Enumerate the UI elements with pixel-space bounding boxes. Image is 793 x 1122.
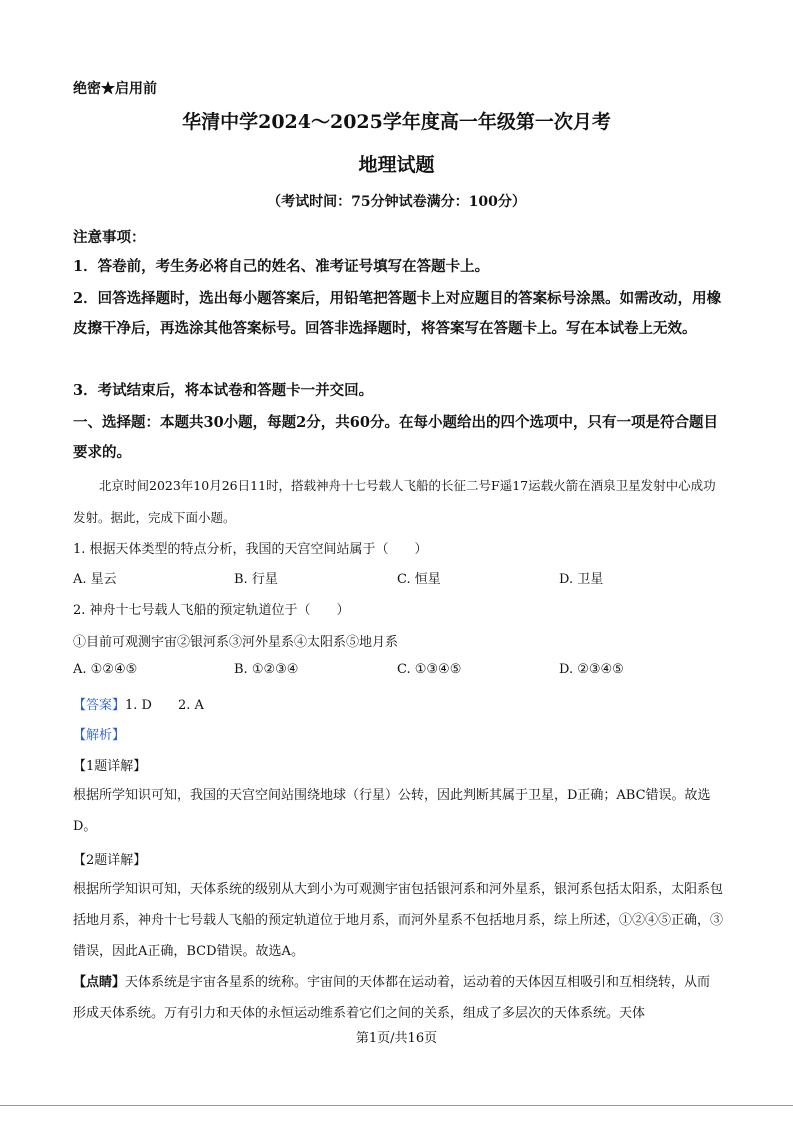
q1-option-a: A. 星云 <box>73 572 117 587</box>
exam-title: 华清中学2024～2025学年度高一年级第一次月考 <box>182 111 611 133</box>
exam-subtitle: 地理试题 <box>358 154 435 176</box>
q2-option-a: A. ①②④⑤ <box>73 662 138 677</box>
q1-option-b: B. 行星 <box>234 572 278 587</box>
secret-label: 绝密★启用前 <box>73 81 157 97</box>
question-2-stem: 2. 神舟十七号载人飞船的预定轨道位于（ ） <box>73 603 350 618</box>
tip-text: 天体系统是宇宙各星系的统称。宇宙间的天体都在运动着，运动着的天体因互相吸引和互相绕转，从而形成天体系统。万有引力和天体的永恒运动维系着它们之间的关系，组成了多层次的天体系统。天体 <box>73 975 711 1021</box>
notice-item-2: 2．回答选择题时，选出每小题答案后，用铅笔把答题卡上对应题目的答案标号涂黑。如需改动，用橡皮擦干净后，再选涂其他答案标号。回答非选择题时，将答案写在答题卡上。写在本试卷上无效。 <box>73 290 722 337</box>
answer-line <box>73 694 204 713</box>
detail-1-text: 根据所学知识可知，我国的天宫空间站围绕地球（行星）公转，因此判断其属于卫星，D正确；ABC错误。故选D。 <box>73 788 711 834</box>
tip-paragraph <box>73 967 723 1029</box>
notice-item-3: 3．考试结束后，将本试卷和答题卡一并交回。 <box>73 382 374 399</box>
detail-1-heading: 【1题详解】 <box>73 759 147 774</box>
detail-2-heading: 【2题详解】 <box>73 853 147 868</box>
notice-item-1: 1．答卷前，考生务必将自己的姓名、准考证号填写在答题卡上。 <box>73 258 490 275</box>
answer-q1: 1. D <box>125 698 152 713</box>
page-footer: 第1页/共16页 <box>355 1031 438 1046</box>
notice-heading: 注意事项： <box>73 229 146 246</box>
section-heading: 一、选择题：本题共30小题，每题2分，共60分。在每小题给出的四个选项中，只有一项是符合题目要求的。 <box>73 414 718 461</box>
answer-tag: 【答案】 <box>73 698 126 713</box>
q1-option-c: C. 恒星 <box>397 572 441 587</box>
q2-option-d: D. ②③④⑤ <box>559 662 624 677</box>
answer-q2: 2. A <box>177 698 204 713</box>
question-2-items: ①目前可观测宇宙②银河系③河外星系④太阳系⑤地月系 <box>73 635 399 650</box>
detail-2-text: 根据所学知识可知，天体系统的级别从大到小为可观测宇宙包括银河系和河外星系，银河系包括太阳系，太阳系包括地月系，神舟十七号载人飞船的预定轨道位于地月系，而河外星系不包括地月系，综上所述，①②④⑤正确，③错误，因此A正确，BCD错误。故选A。 <box>73 882 724 959</box>
question-material: 北京时间2023年10月26日11时，搭载神舟十七号载人飞船的长征二号F遥17运载火箭在酒泉卫星发射中心成功发射。据此，完成下面小题。 <box>73 478 716 525</box>
question-1-stem: 1. 根据天体类型的特点分析，我国的天宫空间站属于（ ） <box>73 542 428 557</box>
q2-option-c: C. ①③④⑤ <box>397 662 462 677</box>
q2-option-b: B. ①②③④ <box>234 662 299 677</box>
exam-info: （考试时间：75分钟试卷满分：100分） <box>267 194 526 210</box>
analysis-tag: 【解析】 <box>73 728 126 743</box>
bottom-divider <box>0 1105 793 1106</box>
tip-tag: 【点睛】 <box>73 975 126 990</box>
q1-option-d: D. 卫星 <box>559 572 604 587</box>
